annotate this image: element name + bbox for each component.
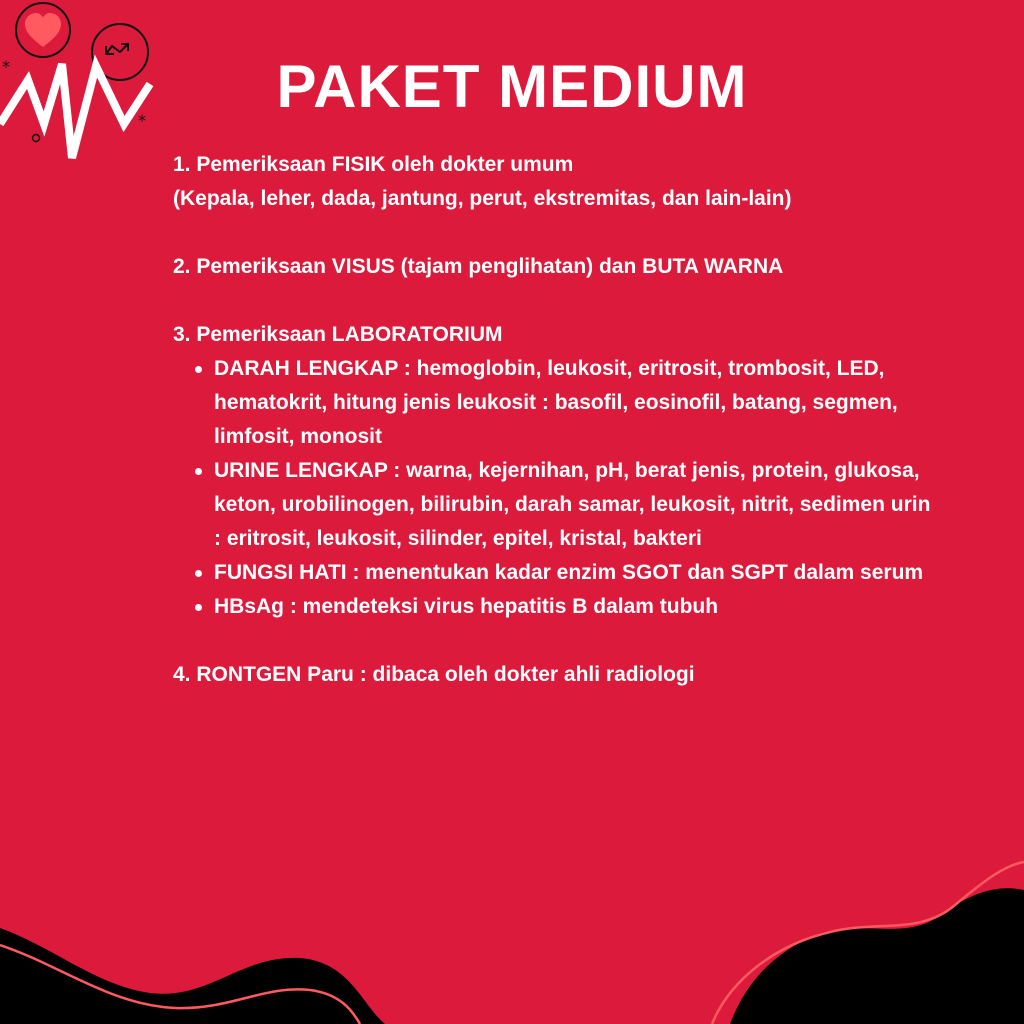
item-heading: 1. Pemeriksaan FISIK oleh dokter umum: [173, 153, 574, 176]
left-wave-shape: [0, 928, 385, 1024]
item-rontgen: [173, 658, 933, 692]
package-item-list: [173, 148, 933, 726]
heart-icon: [16, 3, 70, 57]
lab-test-darah-lengkap: DARAH LENGKAP : hemoglobin, leukosit, eritrosit, trombosit, LED, hematokrit, hitung jenis leukosit : basofil, eosinofil, batang, segmen, limfosit, monosit: [193, 352, 933, 454]
item-detail: (Kepala, leher, dada, jantung, perut, ekstremitas, dan lain-lain): [173, 187, 792, 210]
item-physical-exam: [173, 148, 933, 216]
item-heading: 2. Pemeriksaan VISUS (tajam penglihatan) dan BUTA WARNA: [173, 255, 784, 278]
svg-text:*: *: [138, 111, 146, 130]
page-title: PAKET MEDIUM: [276, 53, 748, 120]
lab-test-hbsag: HBsAg : mendeteksi virus hepatitis B dalam tubuh: [193, 590, 933, 624]
item-laboratory-exam: [173, 318, 933, 624]
item-heading: 3. Pemeriksaan LABORATORIUM: [173, 323, 503, 346]
lab-test-list: [173, 352, 933, 624]
item-visus-exam: [173, 250, 933, 284]
item-heading: 4. RONTGEN Paru : dibaca oleh dokter ahli radiologi: [173, 663, 695, 686]
right-wave-shape: [730, 888, 1024, 1024]
lab-test-fungsi-hati: FUNGSI HATI : menentukan kadar enzim SGOT dan SGPT dalam serum: [193, 556, 933, 590]
lab-test-urine-lengkap: URINE LENGKAP : warna, kejernihan, pH, berat jenis, protein, glukosa, keton, urobilinogen, bilirubin, darah samar, leukosit, nitrit, sedimen urin : eritrosit, leukosit, silinder, epitel, kristal, bakteri: [193, 454, 933, 556]
svg-text:*: *: [2, 57, 10, 76]
